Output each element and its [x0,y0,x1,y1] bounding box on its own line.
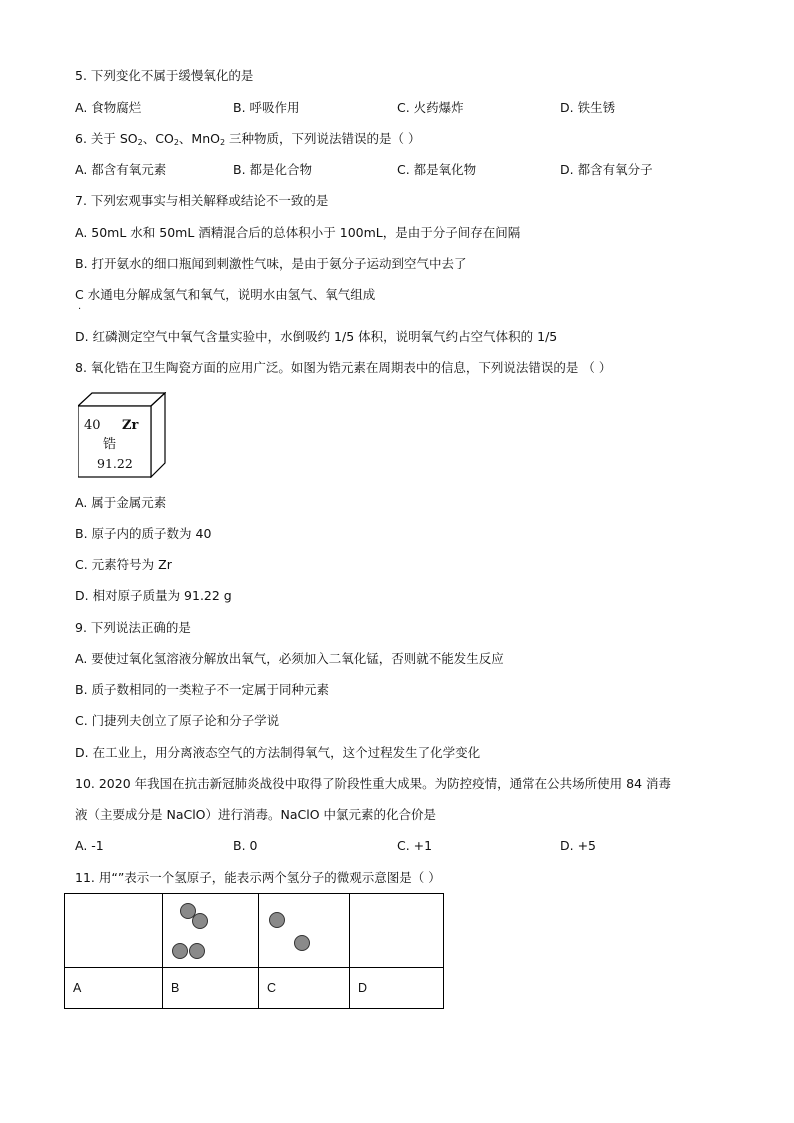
q9-option-d: D. 在工业上，用分离液态空气的方法制得氧气，这个过程发生了化学变化 [75,745,481,760]
subscript: 2 [137,138,143,147]
diagram-cell-c [259,894,350,968]
q6-stem-part: 6. 关于 SO [75,131,138,146]
diagram-label-c: C [259,968,350,1009]
q6-stem-part: 、CO [142,131,174,146]
q9-stem: 9. 下列说法正确的是 [75,620,191,635]
q7-option-c: C 水通电分解成氢气和氧气，说明水由氢气、氧气组成 [75,287,376,302]
atomic-number: 40 [84,418,101,433]
q9-option-a: A. 要使过氧化氢溶液分解放出氧气，必须加入二氧化锰，否则就不能发生反应 [75,651,504,666]
q10-stem-line1: 10. 2020 年我国在抗击新冠肺炎战役中取得了阶段性重大成果。为防控疫情，通常在公共场所使用 84 消毒 [75,776,671,791]
q6-stem-part: 三种物质，下列说法错误的是（ ） [225,131,421,146]
q6-option-c: C. 都是氧化物 [397,162,477,177]
q10-option-a: A. -1 [75,838,104,853]
q5-option-a: A. 食物腐烂 [75,100,142,115]
diagram-label-a: A [65,968,163,1009]
q10-option-d: D. +5 [560,838,596,853]
diagram-cell-d [350,894,444,968]
element-symbol: Zr [122,418,139,433]
hydrogen-atom [189,943,205,959]
q8-stem: 8. 氧化锆在卫生陶瓷方面的应用广泛。如图为锆元素在周期表中的信息，下列说法错误的是 （ ） [75,360,612,375]
hydrogen-atom [294,935,310,951]
q7-option-d: D. 红磷测定空气中氧气含量实验中，水倒吸约 1/5 体积，说明氧气约占空气体积的 1/5 [75,329,558,344]
subscript: 2 [173,138,179,147]
q7-option-b: B. 打开氨水的细口瓶闻到刺激性气味，是由于氨分子运动到空气中去了 [75,256,467,271]
q10-option-b: B. 0 [233,838,258,853]
diagram-cell-a [65,894,163,968]
q6-option-b: B. 都是化合物 [233,162,313,177]
element-card-zirconium [78,392,166,478]
q8-option-c: C. 元素符号为 Zr [75,557,172,572]
q5-option-b: B. 呼吸作用 [233,100,300,115]
diagram-cell-b [163,894,259,968]
stray-mark: · [78,304,82,315]
q5-option-d: D. 铁生锈 [560,100,616,115]
q7-option-a: A. 50mL 水和 50mL 酒精混合后的总体积小于 100mL，是由于分子间存在间隔 [75,225,521,240]
diagram-options-table [64,893,444,1009]
diagram-label-d: D [350,968,444,1009]
element-name: 锆 [103,437,117,452]
diagram-label-b: B [163,968,259,1009]
q6-stem-part: 、MnO [178,131,220,146]
q8-option-a: A. 属于金属元素 [75,495,167,510]
q11-stem: 11. 用“”表示一个氢原子，能表示两个氢分子的微观示意图是（ ） [75,870,441,885]
q8-option-b: B. 原子内的质子数为 40 [75,526,212,541]
q9-option-c: C. 门捷列夫创立了原子论和分子学说 [75,713,280,728]
q9-option-b: B. 质子数相同的一类粒子不一定属于同种元素 [75,682,330,697]
q7-stem: 7. 下列宏观事实与相关解释或结论不一致的是 [75,193,329,208]
q6-stem [75,131,421,151]
atomic-mass: 91.22 [97,456,133,471]
subscript: 2 [219,138,226,147]
hydrogen-atom [269,912,285,928]
hydrogen-atom [172,943,188,959]
q10-option-c: C. +1 [397,838,433,853]
hydrogen-atom [192,913,208,929]
q5-stem: 5. 下列变化不属于缓慢氧化的是 [75,68,254,83]
q6-option-d: D. 都含有氧分子 [560,162,653,177]
q6-option-a: A. 都含有氧元素 [75,162,167,177]
q10-stem-line2: 液（主要成分是 NaClO）进行消毒。NaClO 中氯元素的化合价是 [75,807,437,822]
q8-option-d: D. 相对原子质量为 91.22 g [75,588,232,603]
q5-option-c: C. 火药爆炸 [397,100,464,115]
